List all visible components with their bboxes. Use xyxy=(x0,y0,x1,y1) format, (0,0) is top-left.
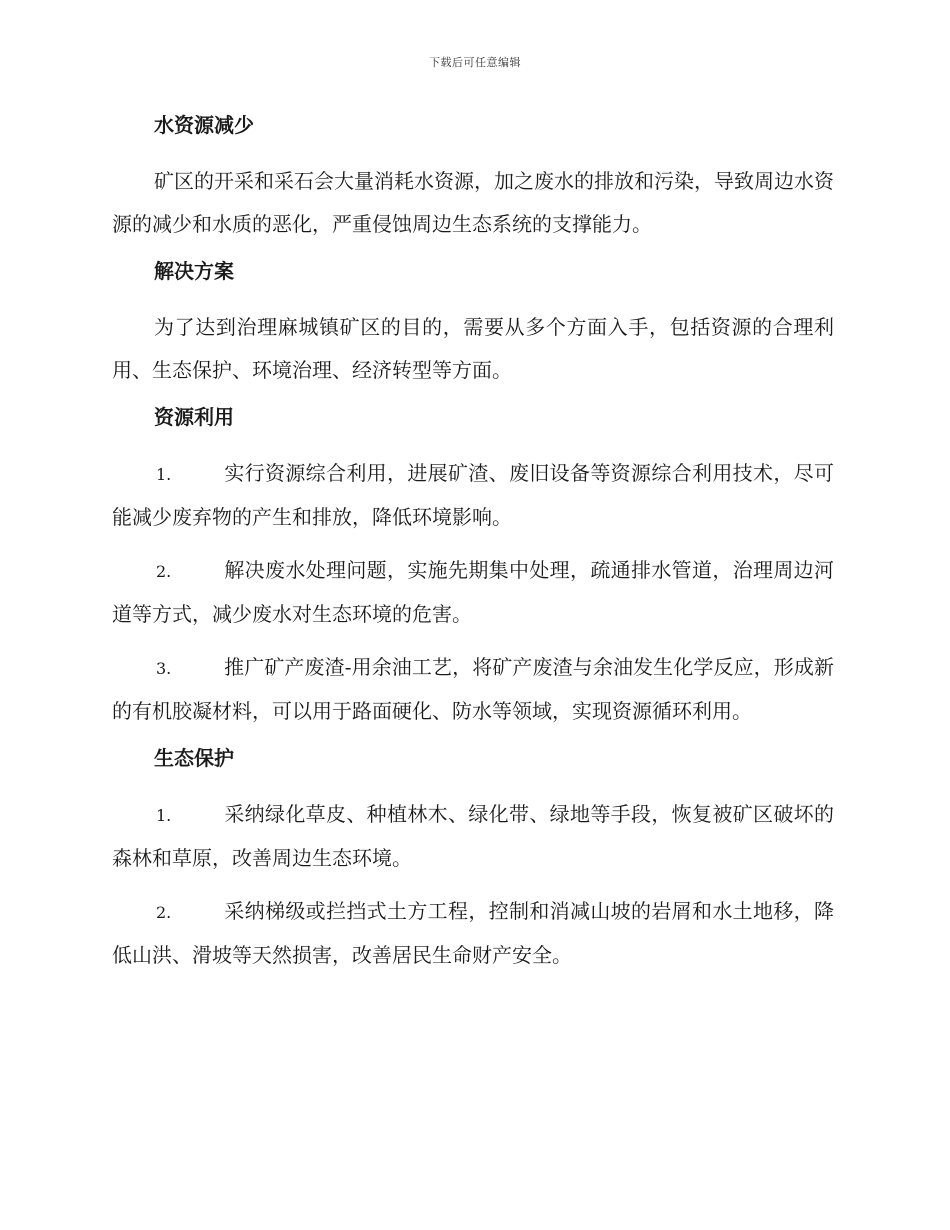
list-item xyxy=(112,549,834,636)
list-item xyxy=(112,793,834,880)
list-item-number: 1. xyxy=(156,465,172,484)
list-item xyxy=(112,646,834,733)
header-note: 下载后可任意编辑 xyxy=(429,56,521,69)
section-paragraph-solution: 为了达到治理麻城镇矿区的目的，需要从多个方面入手，包括资源的合理利用、生态保护、环境治理、经济转型等方面。 xyxy=(112,315,834,382)
section-heading-ecology: 生态保护 xyxy=(154,746,234,770)
list-item-text: 采纳绿化草皮、种植林木、绿化带、绿地等手段，恢复被矿区破坏的森林和草原，改善周边生态环境。 xyxy=(112,802,834,870)
section-heading-resource: 资源利用 xyxy=(154,405,234,429)
section-heading-water: 水资源减少 xyxy=(154,113,254,137)
list-item-text: 解决废水处理问题，实施先期集中处理，疏通排水管道，治理周边河道等方式，减少废水对生态环境的危害。 xyxy=(112,558,834,626)
section-heading-solution: 解决方案 xyxy=(154,259,234,283)
list-item-number: 2. xyxy=(156,903,172,922)
list-item-number: 3. xyxy=(156,659,172,678)
list-item-number: 2. xyxy=(156,562,172,581)
list-item-text: 推广矿产废渣-用余油工艺，将矿产废渣与余油发生化学反应，形成新的有机胶凝材料，可以用于路面硬化、防水等领域，实现资源循环利用。 xyxy=(112,655,834,723)
list-item-text: 采纳梯级或拦挡式土方工程，控制和消减山坡的岩屑和水土地移，降低山洪、滑坡等天然损害，改善居民生命财产安全。 xyxy=(112,899,834,967)
list-item xyxy=(112,452,834,539)
list-item xyxy=(112,890,834,977)
section-paragraph-water: 矿区的开采和采石会大量消耗水资源，加之废水的排放和污染，导致周边水资源的减少和水质的恶化，严重侵蚀周边生态系统的支撑能力。 xyxy=(112,169,834,236)
list-item-text: 实行资源综合利用，进展矿渣、废旧设备等资源综合利用技术，尽可能减少废弃物的产生和排放，降低环境影响。 xyxy=(112,461,834,529)
document-body xyxy=(112,110,834,987)
list-item-number: 1. xyxy=(156,806,172,825)
